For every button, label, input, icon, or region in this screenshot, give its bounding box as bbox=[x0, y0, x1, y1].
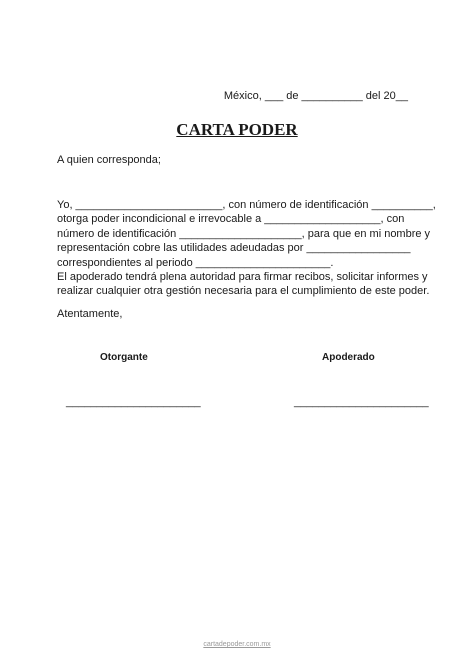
paragraph-line: El apoderado tendrá plena autoridad para firmar recibos, solicitar informes y bbox=[57, 271, 428, 283]
paragraph-line: correspondientes al periodo ______________________. bbox=[57, 256, 334, 269]
paragraph-line: Yo, ________________________, con número de identificación __________, bbox=[57, 199, 436, 211]
paragraph-line: número de identificación ____________________, para que en mi nombre y bbox=[57, 227, 431, 240]
footer-link[interactable]: cartadepoder.com.mx bbox=[203, 641, 271, 648]
paragraph-authority bbox=[57, 270, 430, 299]
closing: Atentamente, bbox=[57, 308, 123, 320]
signature-line-apoderado: ______________________ bbox=[294, 396, 429, 408]
document-title: CARTA PODER bbox=[176, 120, 298, 139]
paragraph-line: realizar cualquier otra gestión necesaria para el cumplimiento de este poder. bbox=[57, 285, 430, 298]
signature-label-otorgante: Otorgante bbox=[100, 352, 148, 363]
paragraph-grant bbox=[57, 198, 436, 270]
paragraph-line: representación cobre las utilidades adeudadas por _________________ bbox=[57, 242, 411, 255]
signature-label-apoderado: Apoderado bbox=[322, 352, 375, 363]
paragraph-line: otorga poder incondicional e irrevocable a ___________________, con bbox=[57, 213, 405, 226]
date-line: México, ___ de __________ del 20__ bbox=[223, 90, 408, 102]
salutation: A quien corresponda; bbox=[57, 154, 161, 166]
signature-line-otorgante: ______________________ bbox=[66, 396, 201, 408]
